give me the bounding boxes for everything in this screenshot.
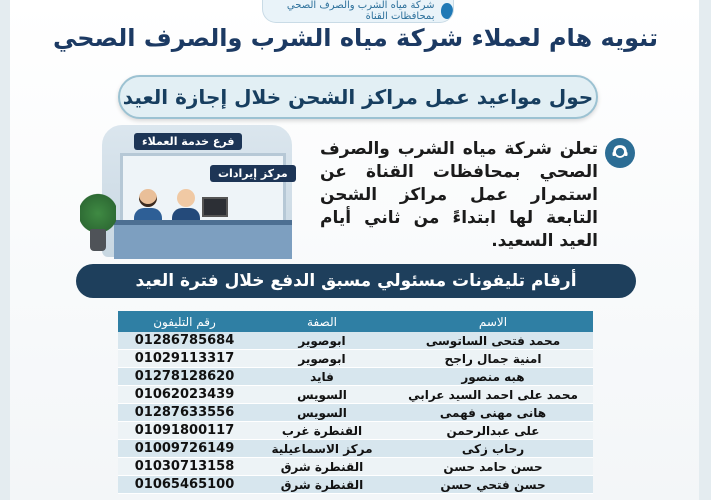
table-row [118, 386, 593, 404]
header-role: الصفة [251, 311, 393, 332]
contact-phone[interactable]: 01009726149 [118, 440, 251, 458]
monitor-icon [202, 197, 228, 217]
contact-name: امنية جمال راجح [393, 350, 593, 368]
table-row [118, 476, 593, 494]
table-row [118, 404, 593, 422]
contact-role: القنطرة شرق [251, 458, 393, 476]
contact-name: هانى مهنى فهمى [393, 404, 593, 422]
contact-role: ابوصوير [251, 332, 393, 350]
contact-phone[interactable]: 01030713158 [118, 458, 251, 476]
right-border [699, 0, 711, 500]
phones-section-banner [76, 264, 636, 298]
contact-role: السويس [251, 386, 393, 404]
contact-name: رحاب زكى [393, 440, 593, 458]
table-row [118, 332, 593, 350]
contact-phone[interactable]: 01062023439 [118, 386, 251, 404]
customer-service-icon [605, 138, 635, 168]
branch-sign: فرع خدمة العملاء [134, 133, 242, 150]
plant-icon [80, 187, 116, 251]
table-row [118, 368, 593, 386]
contact-role: فايد [251, 368, 393, 386]
subtitle-text: حول مواعيد عمل مراكز الشحن خلال إجازة العيد [122, 85, 594, 109]
service-center-illustration [80, 125, 300, 260]
contact-phone[interactable]: 01286785684 [118, 332, 251, 350]
contact-phone[interactable]: 01278128620 [118, 368, 251, 386]
table-row [118, 422, 593, 440]
contact-phone[interactable]: 01287633556 [118, 404, 251, 422]
left-border [0, 0, 10, 500]
contact-name: محمد على احمد السيد عرابي [393, 386, 593, 404]
table-header-row [118, 311, 593, 332]
revenue-center-sign: مركز إيرادات [210, 165, 296, 182]
contact-name: حسن حامد حسن [393, 458, 593, 476]
contact-role: السويس [251, 404, 393, 422]
announcement-text: تعلن شركة مياه الشرب والصرف الصحي بمحافظات القناة عن استمرار عمل مراكز الشحن التابعة لها ابتداءً من ثاني أيام العيد السعيد. [320, 139, 598, 251]
logo-text: شركة مياه الشرب والصرف الصحي بمحافظات القناة [286, 0, 435, 22]
header-name: الاسم [393, 311, 593, 332]
service-counter [114, 220, 292, 259]
contacts-table [118, 311, 593, 494]
contact-phone[interactable]: 01029113317 [118, 350, 251, 368]
header-phone: رقم التليفون [118, 311, 251, 332]
contact-phone[interactable]: 01065465100 [118, 476, 251, 494]
contact-role: مركز الاسماعيلية [251, 440, 393, 458]
contact-phone[interactable]: 01091800117 [118, 422, 251, 440]
contact-name: على عبدالرحمن [393, 422, 593, 440]
contacts-table-container [118, 311, 593, 494]
contact-role: ابوصوير [251, 350, 393, 368]
contact-role: القنطرة شرق [251, 476, 393, 494]
subtitle-banner [118, 75, 598, 119]
contact-name: هبه منصور [393, 368, 593, 386]
contact-name: محمد فتحى الساتوسى [393, 332, 593, 350]
contact-role: القنطرة غرب [251, 422, 393, 440]
table-row [118, 440, 593, 458]
table-row [118, 458, 593, 476]
water-drop-icon [441, 3, 454, 19]
phones-section-title: أرقام تليفونات مسئولي مسبق الدفع خلال فترة العيد [135, 271, 577, 291]
company-logo [262, 0, 454, 23]
page-title: تنويه هام لعملاء شركة مياه الشرب والصرف الصحي [53, 24, 658, 52]
contact-name: حسن فتحي حسن [393, 476, 593, 494]
table-row [118, 350, 593, 368]
